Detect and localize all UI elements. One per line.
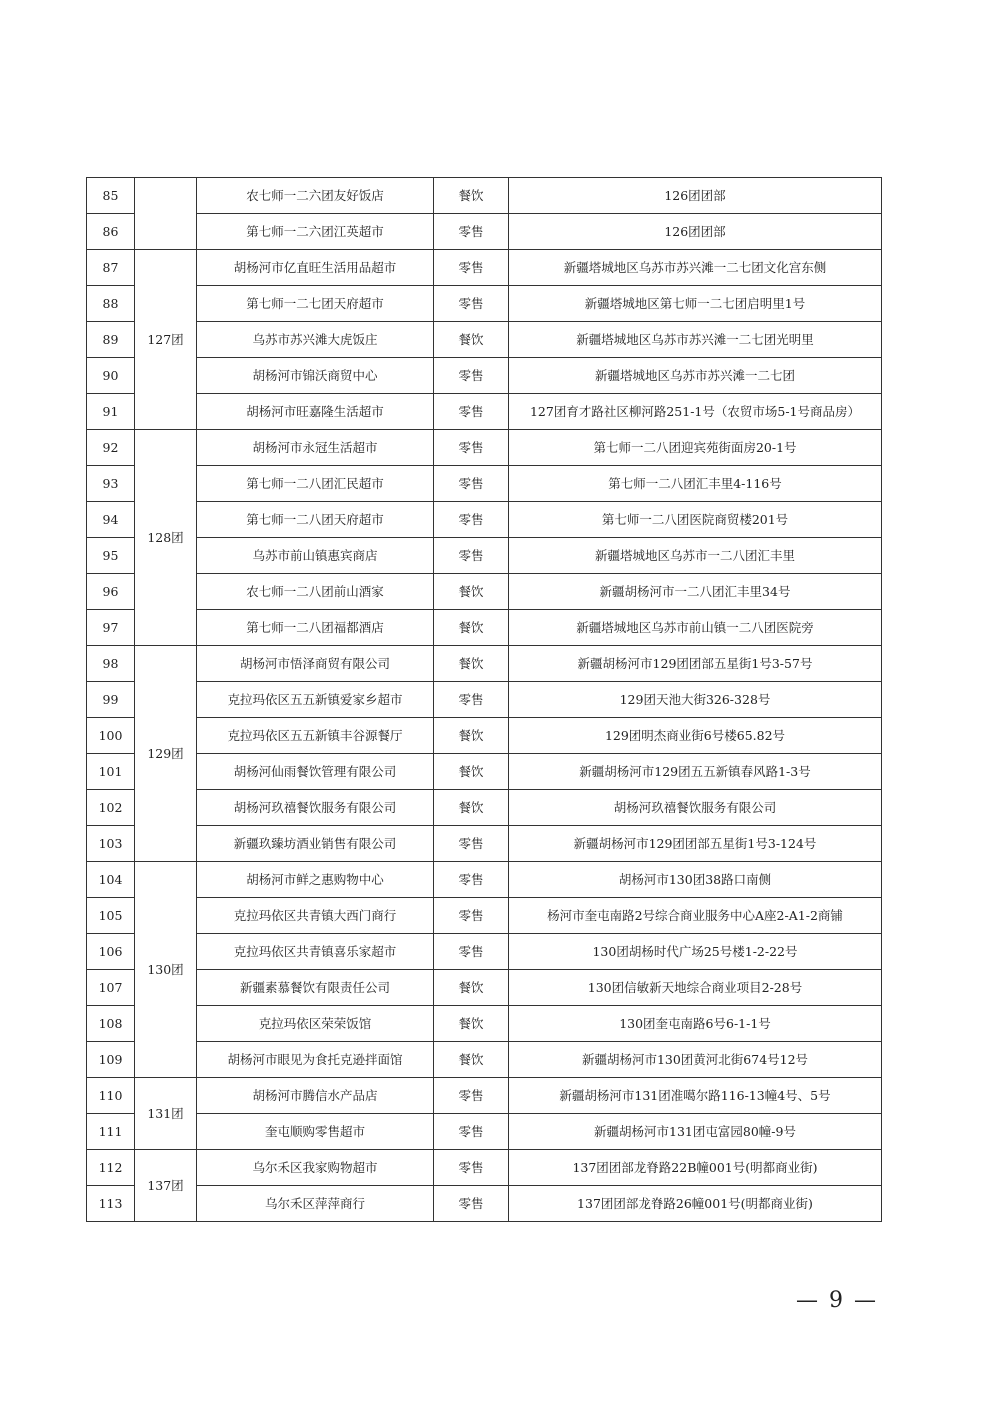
page-number: — 9 —: [796, 1288, 878, 1313]
business-type: 零售: [434, 538, 509, 574]
business-type: 零售: [434, 466, 509, 502]
regiment-cell: 129团: [135, 646, 197, 862]
merchant-name: 胡杨河市锦沃商贸中心: [197, 358, 434, 394]
merchant-name: 克拉玛依区共青镇喜乐家超市: [197, 934, 434, 970]
row-number: 112: [87, 1150, 135, 1186]
business-type: 零售: [434, 862, 509, 898]
merchant-address: 新疆胡杨河市129团五五新镇春风路1-3号: [509, 754, 882, 790]
row-number: 85: [87, 178, 135, 214]
merchant-name: 乌尔禾区萍萍商行: [197, 1186, 434, 1222]
business-type: 餐饮: [434, 790, 509, 826]
table-row: [87, 1114, 882, 1150]
merchant-name: 胡杨河玖禧餐饮服务有限公司: [197, 790, 434, 826]
business-type: 餐饮: [434, 718, 509, 754]
merchant-name: 第七师一二八团天府超市: [197, 502, 434, 538]
merchant-name: 农七师一二六团友好饭店: [197, 178, 434, 214]
business-type: 零售: [434, 358, 509, 394]
merchant-name: 胡杨河市旺嘉隆生活超市: [197, 394, 434, 430]
row-number: 86: [87, 214, 135, 250]
merchant-address: 130团奎屯南路6号6-1-1号: [509, 1006, 882, 1042]
merchant-address: 新疆胡杨河市131团屯富园80幢-9号: [509, 1114, 882, 1150]
merchant-address: 胡杨河市130团38路口南侧: [509, 862, 882, 898]
table-row: [87, 214, 882, 250]
merchant-address: 新疆塔城地区乌苏市苏兴滩一二七团: [509, 358, 882, 394]
merchant-table-body: [87, 178, 882, 1222]
table-row: [87, 358, 882, 394]
table-row: [87, 754, 882, 790]
merchant-address: 新疆塔城地区乌苏市苏兴滩一二七团光明里: [509, 322, 882, 358]
merchant-address: 新疆胡杨河市131团准噶尔路116-13幢4号、5号: [509, 1078, 882, 1114]
merchant-address: 127团育才路社区柳河路251-1号（农贸市场5-1号商品房）: [509, 394, 882, 430]
merchant-name: 第七师一二六团江英超市: [197, 214, 434, 250]
merchant-address: 新疆胡杨河市130团黄河北街674号12号: [509, 1042, 882, 1078]
table-row: [87, 322, 882, 358]
merchant-address: 新疆塔城地区第七师一二七团启明里1号: [509, 286, 882, 322]
table-row: [87, 1186, 882, 1222]
row-number: 89: [87, 322, 135, 358]
row-number: 93: [87, 466, 135, 502]
merchant-name: 克拉玛依区共青镇大西门商行: [197, 898, 434, 934]
merchant-address: 126团团部: [509, 214, 882, 250]
business-type: 零售: [434, 430, 509, 466]
merchant-name: 奎屯顺购零售超市: [197, 1114, 434, 1150]
merchant-name: 胡杨河市鲜之惠购物中心: [197, 862, 434, 898]
row-number: 98: [87, 646, 135, 682]
business-type: 零售: [434, 1186, 509, 1222]
table-row: [87, 1042, 882, 1078]
row-number: 109: [87, 1042, 135, 1078]
business-type: 零售: [434, 1114, 509, 1150]
merchant-name: 第七师一二七团天府超市: [197, 286, 434, 322]
business-type: 零售: [434, 286, 509, 322]
regiment-cell: 137团: [135, 1150, 197, 1222]
row-number: 101: [87, 754, 135, 790]
merchant-address: 129团明杰商业街6号楼65.82号: [509, 718, 882, 754]
table-row: [87, 430, 882, 466]
merchant-name: 胡杨河市永冠生活超市: [197, 430, 434, 466]
business-type: 零售: [434, 1150, 509, 1186]
table-row: [87, 286, 882, 322]
table-row: [87, 898, 882, 934]
merchant-address: 新疆胡杨河市一二八团汇丰里34号: [509, 574, 882, 610]
row-number: 106: [87, 934, 135, 970]
table-row: [87, 790, 882, 826]
business-type: 零售: [434, 250, 509, 286]
row-number: 90: [87, 358, 135, 394]
merchant-name: 乌尔禾区我家购物超市: [197, 1150, 434, 1186]
table-row: [87, 1006, 882, 1042]
merchant-address: 137团团部龙脊路26幢001号(明都商业街): [509, 1186, 882, 1222]
row-number: 107: [87, 970, 135, 1006]
regiment-cell: 130团: [135, 862, 197, 1078]
merchant-address: 新疆塔城地区乌苏市一二八团汇丰里: [509, 538, 882, 574]
business-type: 零售: [434, 898, 509, 934]
business-type: 零售: [434, 214, 509, 250]
merchant-table: [86, 177, 882, 1222]
merchant-name: 胡杨河仙雨餐饮管理有限公司: [197, 754, 434, 790]
row-number: 104: [87, 862, 135, 898]
business-type: 餐饮: [434, 1042, 509, 1078]
merchant-name: 农七师一二八团前山酒家: [197, 574, 434, 610]
row-number: 111: [87, 1114, 135, 1150]
merchant-address: 137团团部龙脊路22B幢001号(明都商业街): [509, 1150, 882, 1186]
business-type: 零售: [434, 394, 509, 430]
merchant-address: 新疆塔城地区乌苏市苏兴滩一二七团文化宫东侧: [509, 250, 882, 286]
merchant-name: 第七师一二八团福都酒店: [197, 610, 434, 646]
table-row: [87, 970, 882, 1006]
merchant-address: 126团团部: [509, 178, 882, 214]
table-row: [87, 574, 882, 610]
row-number: 103: [87, 826, 135, 862]
table-row: [87, 682, 882, 718]
table-row: [87, 934, 882, 970]
table-row: [87, 466, 882, 502]
business-type: 零售: [434, 934, 509, 970]
row-number: 100: [87, 718, 135, 754]
merchant-address: 第七师一二八团医院商贸楼201号: [509, 502, 882, 538]
row-number: 91: [87, 394, 135, 430]
merchant-address: 新疆塔城地区乌苏市前山镇一二八团医院旁: [509, 610, 882, 646]
regiment-cell: 128团: [135, 430, 197, 646]
business-type: 餐饮: [434, 178, 509, 214]
table-row: [87, 646, 882, 682]
merchant-name: 克拉玛依区五五新镇丰谷源餐厅: [197, 718, 434, 754]
business-type: 零售: [434, 682, 509, 718]
business-type: 餐饮: [434, 322, 509, 358]
table-row: [87, 1078, 882, 1114]
merchant-name: 新疆素慕餐饮有限责任公司: [197, 970, 434, 1006]
merchant-address: 新疆胡杨河市129团团部五星街1号3-124号: [509, 826, 882, 862]
table-row: [87, 394, 882, 430]
business-type: 零售: [434, 1078, 509, 1114]
merchant-name: 新疆玖臻坊酒业销售有限公司: [197, 826, 434, 862]
table-row: [87, 538, 882, 574]
regiment-cell: 127团: [135, 250, 197, 430]
row-number: 99: [87, 682, 135, 718]
business-type: 餐饮: [434, 610, 509, 646]
merchant-name: 胡杨河市悟泽商贸有限公司: [197, 646, 434, 682]
merchant-address: 130团信敏新天地综合商业项目2-28号: [509, 970, 882, 1006]
merchant-name: 胡杨河市眼见为食托克逊拌面馆: [197, 1042, 434, 1078]
business-type: 餐饮: [434, 574, 509, 610]
row-number: 97: [87, 610, 135, 646]
regiment-cell: 131团: [135, 1078, 197, 1150]
merchant-name: 第七师一二八团汇民超市: [197, 466, 434, 502]
merchant-name: 胡杨河市腾信水产品店: [197, 1078, 434, 1114]
merchant-address: 130团胡杨时代广场25号楼1-2-22号: [509, 934, 882, 970]
table-row: [87, 1150, 882, 1186]
merchant-name: 克拉玛依区五五新镇爱家乡超市: [197, 682, 434, 718]
merchant-address: 胡杨河玖禧餐饮服务有限公司: [509, 790, 882, 826]
regiment-cell: [135, 178, 197, 250]
table-row: [87, 502, 882, 538]
row-number: 105: [87, 898, 135, 934]
business-type: 餐饮: [434, 970, 509, 1006]
table-row: [87, 718, 882, 754]
merchant-address: 第七师一二八团迎宾苑街面房20-1号: [509, 430, 882, 466]
row-number: 102: [87, 790, 135, 826]
row-number: 92: [87, 430, 135, 466]
merchant-address: 129团天池大街326-328号: [509, 682, 882, 718]
merchant-name: 乌苏市前山镇惠宾商店: [197, 538, 434, 574]
row-number: 88: [87, 286, 135, 322]
row-number: 94: [87, 502, 135, 538]
row-number: 113: [87, 1186, 135, 1222]
business-type: 餐饮: [434, 1006, 509, 1042]
merchant-name: 乌苏市苏兴滩大虎饭庄: [197, 322, 434, 358]
row-number: 95: [87, 538, 135, 574]
merchant-address: 第七师一二八团汇丰里4-116号: [509, 466, 882, 502]
merchant-address: 新疆胡杨河市129团团部五星街1号3-57号: [509, 646, 882, 682]
table-row: [87, 610, 882, 646]
business-type: 餐饮: [434, 646, 509, 682]
row-number: 108: [87, 1006, 135, 1042]
business-type: 餐饮: [434, 754, 509, 790]
business-type: 零售: [434, 826, 509, 862]
merchant-name: 胡杨河市亿直旺生活用品超市: [197, 250, 434, 286]
row-number: 110: [87, 1078, 135, 1114]
row-number: 87: [87, 250, 135, 286]
merchant-name: 克拉玛依区荣荣饭馆: [197, 1006, 434, 1042]
business-type: 零售: [434, 502, 509, 538]
merchant-address: 杨河市奎屯南路2号综合商业服务中心A座2-A1-2商铺: [509, 898, 882, 934]
table-row: [87, 862, 882, 898]
table-row: [87, 250, 882, 286]
row-number: 96: [87, 574, 135, 610]
table-row: [87, 826, 882, 862]
table-row: [87, 178, 882, 214]
